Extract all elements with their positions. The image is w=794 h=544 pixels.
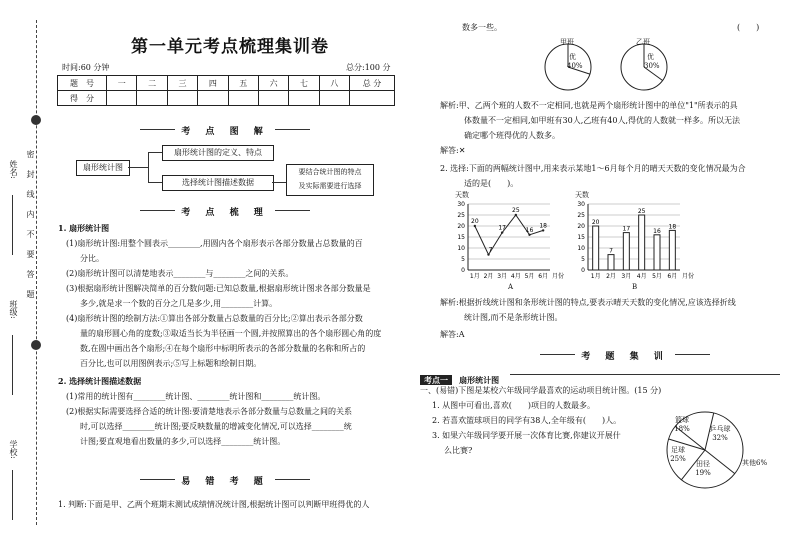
review-line: (2)扇形统计图可以清楚地表示________与________之间的关系。 [66,269,294,278]
practice-content [420,383,660,458]
y-tick-label: 10 [457,245,465,252]
y-tick-label: 30 [457,201,465,208]
concept-branch1: 扇形统计图的定义、特点 [162,145,274,161]
score-col: 六 [258,76,288,91]
data-point [474,225,476,227]
x-tick-label: 5月 [652,273,662,280]
review-line: 计图;要直观地看出数量的多少,可以选择________统计图。 [80,437,286,446]
seal-text: 密 封 线 内 不 要 答 题 [26,150,35,300]
chart-b-ylabel: 天数 [575,191,589,199]
data-label: 17 [498,224,506,232]
y-tick-label: 25 [577,212,585,219]
y-tick-label: 0 [461,267,465,274]
slice-name: 其他 [742,459,756,467]
review-line: 分比。 [80,254,104,263]
pie-yi-value: 30% [644,62,660,70]
data-point [487,253,489,255]
score-col: 总 分 [350,76,395,91]
slice-name: 乒乓球 [709,425,731,433]
review-heading: 1. 扇形统计图 [58,223,110,233]
practice-q: 1. 从图中可看出,喜欢( )项目的人数最多。 [432,401,595,410]
data-label: 25 [637,208,646,215]
score-cell[interactable] [137,91,167,106]
y-tick-label: 20 [457,223,465,230]
review-line: 量的扇形圆心角的度数;③取适当长为半径画一个圆,并按照算出的各个扇形圆心角的度 [80,329,382,338]
score-cell[interactable] [350,91,395,106]
x-tick-label: 4月 [636,273,647,280]
review-line: (3)根据扇形统计图解决简单的百分数问题:已知总数量,根据扇形统计图求各部分数量是 [66,284,371,293]
analysis-line: 体数量不一定相同,如甲班有30人,乙班有40人,得优的人数就一样多。所以无法 [464,116,740,125]
slice-value: 6% [756,459,768,467]
x-tick-label: 5月 [524,273,535,280]
data-label: 18 [539,222,547,230]
data-label: 7 [609,247,613,255]
bar [669,230,675,270]
analysis-line: 解析:根据折线统计图和条形统计图的特点,要表示晴天天数的变化情况,应该选择折线 [440,298,736,307]
page-title: 第一单元考点梳理集训卷 [131,37,329,57]
pie-jia-value: 40% [567,62,583,70]
data-label: 17 [622,225,631,233]
concept-branch3-line: 要结合统计图的特点 [298,168,362,176]
data-label: 16 [525,226,534,234]
x-tick-label: 6月 [667,273,678,280]
pie-jia-title: 甲班 [560,38,574,46]
score-row-label: 得 分 [58,91,107,106]
binding-strip [0,0,55,544]
slice-value: 25% [670,455,686,463]
slice-value: 32% [712,434,728,442]
class-label: 班级: [9,300,18,319]
data-point [501,231,503,233]
easy-wrong-q1: 1. 判断:下面是甲、乙两个班期末测试成绩情况统计图,根据统计图可以判断甲班得优的人 [58,500,370,509]
review-line: (1)常用的统计图有________统计图、________统计图和________统计图。 [66,392,326,401]
slice-value: 19% [695,469,711,477]
y-tick-label: 5 [461,256,465,263]
x-tick-label: 6月 [538,273,549,280]
concept-branch3-line: 及实际需要进行选择 [298,182,362,190]
review-line: 多少,就是求一个数的百分之几是多少,用________计算。 [80,299,278,308]
review-line: (2)根据实际需要选择合适的统计图:要清楚地表示各部分数量与总数量之间的关系 [66,407,353,416]
data-label: 7 [488,246,493,254]
score-col: 五 [228,76,258,91]
practice-q: 3. 如果六年级同学要开展一次体育比赛,你建议开展什 [432,431,621,440]
concept-root: 扇形统计图 [76,160,130,176]
section-header-review [140,205,310,217]
chart-b-label: B [632,283,638,291]
x-unit-label: 月份 [682,273,695,280]
data-point [515,214,517,216]
analysis-2 [440,295,780,342]
score-cell[interactable] [228,91,258,106]
data-point [542,229,544,231]
x-tick-label: 4月 [510,273,521,280]
x-tick-label: 2月 [606,273,616,280]
bar [654,235,660,270]
data-point [528,234,530,236]
score-table-header [58,76,395,91]
question-line: 适的是( )。 [464,179,519,188]
practice-badge-row [420,368,780,385]
score-col: 二 [137,76,167,91]
section-title: 考 点 梳 理 [175,205,275,218]
x-unit-label: 月份 [552,273,565,280]
y-tick-label: 15 [577,234,585,241]
total-label: 总分:100 分 [346,63,391,72]
chart-a-label: A [508,283,514,291]
pie-label [708,425,732,443]
concept-branch2: 选择统计图描述数据 [162,175,274,191]
review-content [58,221,398,449]
section-title: 易 错 考 题 [175,474,275,487]
x-tick-label: 1月 [590,273,601,280]
slice-name: 田径 [696,460,710,468]
score-col: 四 [198,76,228,91]
score-col: 八 [319,76,349,91]
practice-q: 么比赛? [444,446,473,455]
review-line: 百分比,也可以用图例表示;⑤写上标题和绘制日期。 [80,359,262,368]
review-line: 时,可以选择________统计图;要反映数量的增减变化情况,可以选择________统 [80,422,352,431]
answer-line: 解答:A [440,330,465,339]
review-line: (1)扇形统计图:用整个圆表示________,用圆内各个扇形表示各部分数量占总数量的百 [66,239,363,248]
chart-b [570,200,700,290]
data-label: 20 [471,218,479,225]
x-tick-label: 3月 [621,273,632,280]
name-label: 姓名: [9,160,18,179]
answer-line: 解答:✕ [440,146,466,155]
data-label: 25 [512,207,520,214]
x-tick-label: 2月 [483,273,494,280]
pie-yi-title: 乙班 [636,38,650,46]
y-tick-label: 0 [581,267,585,274]
score-col: 一 [107,76,137,91]
score-cell[interactable] [107,91,137,106]
review-heading: 2. 选择统计图描述数据 [58,376,142,386]
score-cell[interactable] [319,91,349,106]
y-tick-label: 5 [581,256,585,263]
slice-value: 18% [674,425,690,433]
practice-badge: 考点一 [420,375,452,385]
series-line [475,215,543,255]
y-tick-label: 10 [577,245,585,252]
x-tick-label: 1月 [469,273,480,280]
concept-map [76,140,396,200]
school-label: 学校: [9,440,18,459]
score-table-row [58,91,395,106]
score-cell[interactable] [167,91,197,106]
easy-wrong-q1-cont: 数多一些。 [462,23,502,32]
chart-a [450,200,570,290]
data-label: 16 [653,227,661,235]
analysis-line: 确定哪个班得优的人数多。 [464,131,560,140]
x-tick-label: 3月 [497,273,508,280]
score-col: 题 号 [58,76,107,91]
section-title: 考 点 图 解 [175,124,275,137]
y-tick-label: 20 [577,223,585,230]
y-tick-label: 25 [457,212,465,219]
concept-branch3 [286,164,374,196]
section-header-practice [540,349,710,361]
question-line: 2. 选择:下面的两幅统计图中,用来表示某地1～6月每个月的晴天天数的变化情况最为合 [440,164,746,173]
practice-badge-title: 扇形统计图 [459,375,500,385]
chart-a-ylabel: 天数 [455,191,469,199]
y-tick-label: 15 [457,234,465,241]
section-header-diagram [140,124,310,136]
pie-label [672,416,692,434]
score-col: 三 [167,76,197,91]
review-line: (4)扇形统计图的绘制方法:①算出各部分数量占总数量的百分比;②算出表示各部分数 [66,314,363,323]
slice-name: 足球 [671,446,685,454]
bar [593,226,599,270]
score-table [57,75,395,106]
score-col: 七 [289,76,319,91]
bar [608,255,614,270]
analysis-line: 解析:甲、乙两个班的人数不一定相同,也就是两个扇形统计图中的单位"1"所表示的具 [440,101,738,110]
time-label: 时间:60 分钟 [62,63,110,72]
pie-label [668,446,688,464]
score-cell[interactable] [198,91,228,106]
answer-paren[interactable]: ( ) [737,23,760,32]
pie-label [742,459,767,468]
pie-yi-label: 优 [647,53,654,61]
data-label: 18 [668,223,677,231]
y-tick-label: 30 [577,201,585,208]
analysis-1 [440,98,780,191]
review-line: 数,在圆中画出各个扇形;④在每个扇形中标明所表示的各部分数量的名称和所占的 [80,344,366,353]
data-label: 20 [591,219,600,226]
score-cell[interactable] [258,91,288,106]
section-title: 考 题 集 训 [575,349,675,362]
pie-label [693,460,713,478]
bar [639,215,645,270]
analysis-line: 统计图,而不是条形统计图。 [464,313,563,322]
bar [623,233,629,270]
slice-name: 篮球 [675,416,689,424]
section-header-easy-wrong [140,474,310,486]
practice-intro: 一、(易错)下图是某校六年级同学最喜欢的运动项目统计图。(15 分) [420,386,662,395]
pie-jia-label: 优 [569,53,576,61]
score-cell[interactable] [289,91,319,106]
practice-q: 2. 若喜欢篮球项目的同学有38人,全年级有( )人。 [432,416,622,425]
